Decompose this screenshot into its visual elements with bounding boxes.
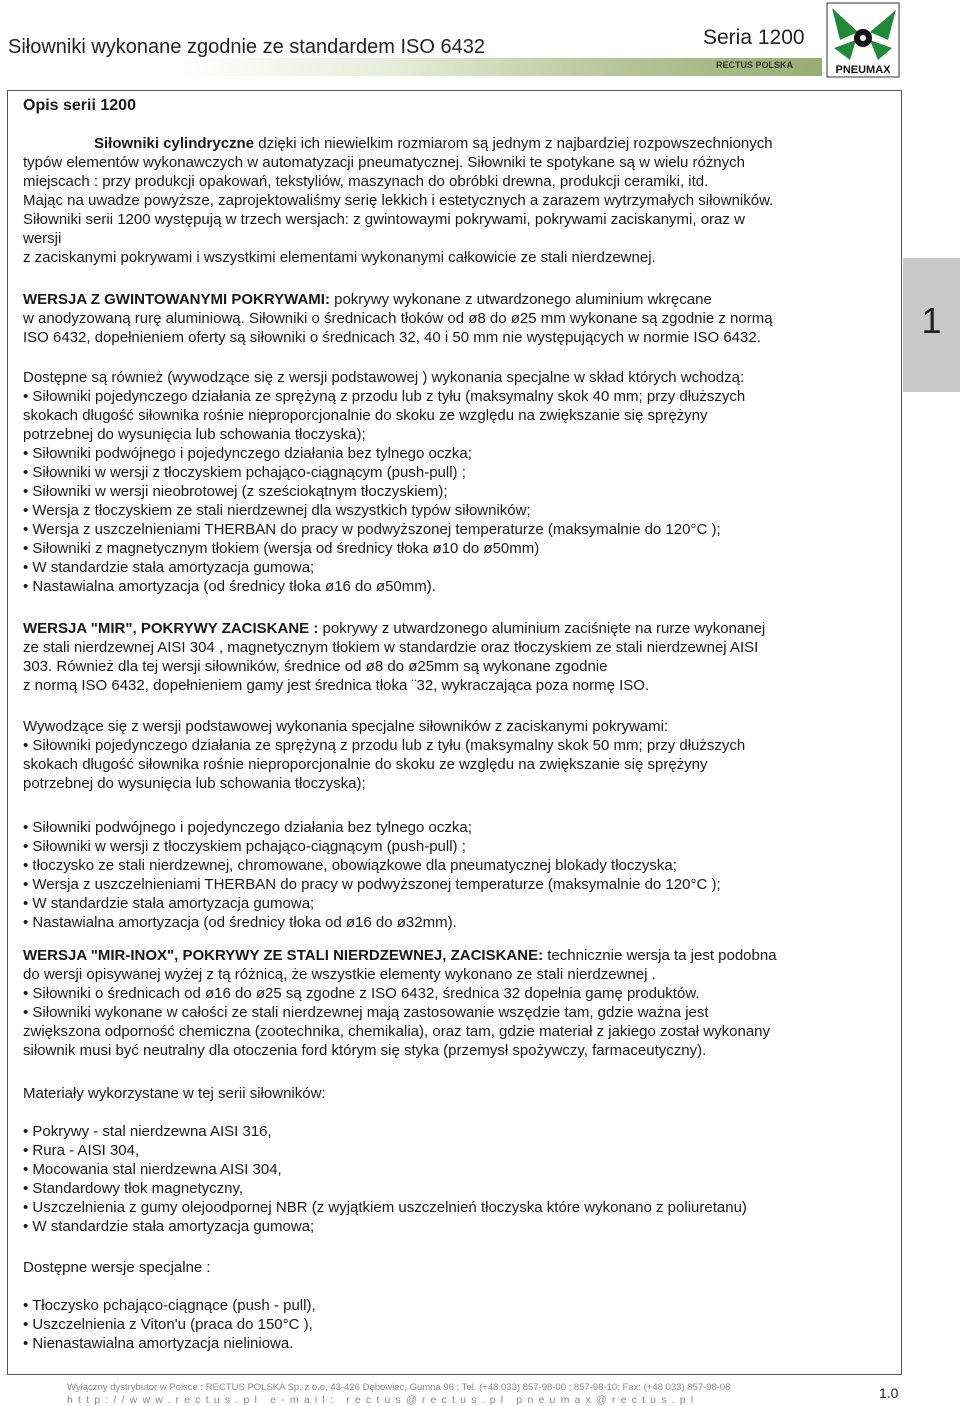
chapter-tab-number: 1 xyxy=(921,300,942,341)
distributor-label: RECTUS POLSKA xyxy=(716,60,794,70)
body-line-text: w anodyzowaną rurę aluminiową. Siłowniki o średnicach tłoków od ø8 do ø25 mm wykonane są zgodnie z normą xyxy=(23,310,773,327)
logo-wordmark: PNEUMAX xyxy=(835,64,891,76)
body-line-text: • Siłowniki pojedynczego działania ze sprężyną z przodu lub z tyłu (maksymalny skok 50 mm; przy dłuższych xyxy=(23,737,746,754)
body-line-text: potrzebnej do wysunięcia lub schowania tłoczyska); xyxy=(23,426,366,443)
body-line xyxy=(23,520,721,539)
body-line-text: miejscach : przy produkcji opakowań, tekstyliów, maszynach do obróbki drewna, produkcji ceramiki, itd. xyxy=(23,173,709,190)
body-line xyxy=(23,191,773,210)
body-line xyxy=(23,1258,211,1277)
body-line xyxy=(94,134,773,153)
body-line xyxy=(23,501,531,520)
body-line-text: • Nastawialna amortyzacja (od średnicy tłoka od ø16 do ø32mm). xyxy=(23,914,457,931)
body-line-text: wersji xyxy=(23,230,62,247)
body-line-text: dzięki ich niewielkim rozmiarom są jednym z najbardziej rozpowszechnionych xyxy=(254,135,773,152)
body-line-text: • Uszczelnienia z gumy olejoodpornej NBR (z wyjątkiem uszczelnień tłoczyska które wykonano z poliuretanu) xyxy=(23,1199,747,1216)
body-line xyxy=(23,676,649,695)
body-line xyxy=(23,577,436,596)
body-line-text: • Siłowniki wykonane w całości ze stali nierdzewnej mają zastosowanie wszędzie tam, gdzie ważna jest xyxy=(23,1004,709,1021)
body-line xyxy=(23,290,712,309)
body-line xyxy=(23,229,61,248)
body-line xyxy=(23,463,466,482)
document-header-title: Siłowniki wykonane zgodnie ze standardem ISO 6432 xyxy=(8,36,485,58)
body-line xyxy=(23,619,765,638)
body-line xyxy=(23,1217,314,1236)
series-label: Seria 1200 xyxy=(703,26,805,49)
body-line-text: • Siłowniki w wersji z tłoczyskiem pchająco-ciągnącym (push-pull) ; xyxy=(23,838,466,855)
body-line xyxy=(23,387,745,406)
body-line xyxy=(23,210,745,229)
body-line-text: • Tłoczysko pchająco-ciągnące (push - pull), xyxy=(23,1297,316,1314)
body-line-text: • Siłowniki pojedynczego działania ze sprężyną z przodu lub z tyłu (maksymalny skok 40 mm; przy dłuższych xyxy=(23,388,746,405)
body-line-text: • Mocowania stal nierdzewna AISI 304, xyxy=(23,1161,282,1178)
body-line xyxy=(23,539,539,558)
header-gradient-bar xyxy=(0,58,822,76)
body-line xyxy=(23,965,656,984)
body-line-text: • Siłowniki w wersji nieobrotowej (z sześciokątnym tłoczyskiem); xyxy=(23,483,448,500)
body-line xyxy=(23,875,721,894)
body-line xyxy=(23,153,745,172)
body-line xyxy=(23,755,708,774)
body-line-text: • Rura - AISI 304, xyxy=(23,1142,140,1159)
body-line xyxy=(23,406,708,425)
body-line-text: 303. Również dla tej wersji siłowników, średnice od ø8 do ø25mm są wykonane zgodnie xyxy=(23,658,608,675)
body-line-text: • Nienastawialna amortyzacja nieliniowa. xyxy=(23,1335,294,1352)
body-line-text: • Siłowniki w wersji z tłoczyskiem pchająco-ciągnącym (push-pull) ; xyxy=(23,464,466,481)
body-line-text: • Standardowy tłok magnetyczny, xyxy=(23,1180,244,1197)
body-line-text: siłownik musi być neutralny dla otoczenia ford którym się styka (przemysł spożywczy, farmaceutyczny). xyxy=(23,1042,707,1059)
body-line xyxy=(23,558,314,577)
body-line xyxy=(23,894,314,913)
body-line xyxy=(23,1084,326,1103)
body-line-text: pokrywy z utwardzonego aluminium zaciśnięte na rurze wykonanej xyxy=(318,620,766,637)
body-line xyxy=(23,657,607,676)
body-line-text: Wywodzące się z wersji podstawowej wykonania specjalne siłowników z zaciskanymi pokrywami: xyxy=(23,718,669,735)
body-line xyxy=(23,984,700,1003)
body-line xyxy=(23,309,773,328)
body-line xyxy=(23,1160,282,1179)
body-line-text: • Wersja z tłoczyskiem ze stali nierdzewnej dla wszystkich typów siłowników; xyxy=(23,502,531,519)
body-line-text: Dostępne są również (wywodzące się z wersji podstawowej ) wykonania specjalne w skład których wchodzą: xyxy=(23,369,745,386)
body-line xyxy=(23,1141,139,1160)
page-number: 1.0 xyxy=(879,1385,899,1401)
body-line xyxy=(23,638,758,657)
body-line-text: • W standardzie stała amortyzacja gumowa; xyxy=(23,559,315,576)
body-line-text: • W standardzie stała amortyzacja gumowa; xyxy=(23,895,315,912)
body-line xyxy=(23,818,472,837)
footer-distributor-info: Wyłączny dystrybutor w Polsce : RECTUS POLSKA Sp. z o.o. 43-426 Dębowiec, Gumna 96 ; Tel. (+48 033) 857-98-00 ; 857-98-10; Fax: (+48 033) 857-98-08 xyxy=(67,1382,731,1393)
body-line-text: • Nastawialna amortyzacja (od średnicy tłoka ø16 do ø50mm). xyxy=(23,578,436,595)
footer-contact-links: http://www.rectus.pl e-mail: rectus@rectus.pl pneumax@rectus.pl xyxy=(67,1394,699,1406)
body-line xyxy=(23,444,472,463)
body-line xyxy=(23,856,677,875)
body-line-bold: WERSJA "MIR-INOX", POKRYWY ZE STALI NIERDZEWNEJ, ZACISKANE: xyxy=(23,947,544,964)
body-line xyxy=(23,736,745,755)
body-line xyxy=(23,1179,243,1198)
body-line xyxy=(23,946,777,965)
body-line xyxy=(23,1022,770,1041)
body-line xyxy=(23,1334,293,1353)
body-line-text: • Siłowniki z magnetycznym tłokiem (wersja od średnicy tłoka ø10 do ø50mm) xyxy=(23,540,540,557)
body-line xyxy=(23,837,466,856)
body-line-text: • Wersja z uszczelnieniami THERBAN do pracy w podwyższonej temperaturze (maksymalnie do 120°C ); xyxy=(23,876,721,893)
body-line-bold: WERSJA Z GWINTOWANYMI POKRYWAMI: xyxy=(23,291,330,308)
body-line-text: z normą ISO 6432, dopełnieniem gamy jest średnica tłoka ¨32, wykraczająca poza normę ISO. xyxy=(23,677,650,694)
body-line-text: • Siłowniki o średnicach od ø16 do ø25 są zgodne z ISO 6432, średnica 32 dopełnia gamę produktów. xyxy=(23,985,700,1002)
body-line-text: • W standardzie stała amortyzacja gumowa; xyxy=(23,1218,315,1235)
body-line xyxy=(23,425,366,444)
body-line xyxy=(23,1315,313,1334)
body-line-text: skokach długość siłownika rośnie nieproporcjonalnie do skoku ze względu na zwiększanie się sprężyny xyxy=(23,407,708,424)
body-line-text: skokach długość siłownika rośnie nieproporcjonalnie do skoku ze względu na zwiększanie się sprężyny xyxy=(23,756,708,773)
body-line xyxy=(23,1003,709,1022)
body-line-bold: Siłowniki cylindryczne xyxy=(94,135,255,152)
body-line-text: Mając na uwadze powyższe, zaprojektowaliśmy serię lekkich i estetycznych a zarazem wytrzymałych siłowników. xyxy=(23,192,774,209)
body-line xyxy=(23,1122,272,1141)
body-line-text: Siłowniki serii 1200 występują w trzech wersjach: z gwintowaymi pokrywami, pokrywami zaciskanymi, oraz w xyxy=(23,211,745,228)
body-line-text: • tłoczysko ze stali nierdzewnej, chromowane, obowiązkowe dla pneumatycznej blokady tłoczyska; xyxy=(23,857,677,874)
body-line-text: z zaciskanymi pokrywami i wszystkimi elementami wykonanymi całkowicie ze stali nierdzewnej. xyxy=(23,249,656,266)
body-line-text: typów elementów wykonawczych w automatyzacji pneumatycznej. Siłowniki te spotykane są w wielu różnych xyxy=(23,154,745,171)
body-line-text: zwiększona odporność chemiczna (zootechnika, chemikalia), oraz tam, gdzie materiał z jakiego został wykonany xyxy=(23,1023,771,1040)
body-line-text: Materiały wykorzystane w tej serii siłowników: xyxy=(23,1085,326,1102)
body-line-text: pokrywy wykonane z utwardzonego aluminium wkręcane xyxy=(329,291,712,308)
body-line xyxy=(23,248,656,267)
body-line xyxy=(23,328,761,347)
body-line-text: • Siłowniki podwójnego i pojedynczego działania bez tylnego oczka; xyxy=(23,445,472,462)
body-line-text: • Siłowniki podwójnego i pojedynczego działania bez tylnego oczka; xyxy=(23,819,472,836)
body-line xyxy=(23,172,708,191)
body-line xyxy=(23,913,457,932)
section-heading: Opis serii 1200 xyxy=(23,97,136,114)
body-line-text: • Pokrywy - stal nierdzewna AISI 316, xyxy=(23,1123,272,1140)
body-line-bold: WERSJA "MIR", POKRYWY ZACISKANE : xyxy=(23,620,319,637)
body-line xyxy=(23,1041,706,1060)
body-line-text: ze stali nierdzewnej AISI 304 , magnetycznym tłokiem w standardzie oraz tłoczyskiem ze stali nierdzewnej AISI xyxy=(23,639,759,656)
body-line-text: technicznie wersja ta jest podobna xyxy=(543,947,777,964)
body-line xyxy=(23,482,448,501)
body-line-text: potrzebnej do wysunięcia lub schowania tłoczyska); xyxy=(23,775,366,792)
body-line-text: do wersji opisywanej wyżej z tą różnicą, że wszystkie elementy wykonano ze stali nierdzewnej . xyxy=(23,966,656,983)
body-line xyxy=(23,1296,316,1315)
pneumax-logo xyxy=(826,2,900,78)
body-line-text: • Wersja z uszczelnieniami THERBAN do pracy w podwyższonej temperaturze (maksymalnie do 120°C ); xyxy=(23,521,721,538)
body-line-text: Dostępne wersje specjalne : xyxy=(23,1259,211,1276)
body-line xyxy=(23,368,744,387)
body-line xyxy=(23,717,668,736)
body-line-text: • Uszczelnienia z Viton'u (praca do 150°C ), xyxy=(23,1316,313,1333)
body-line-text: ISO 6432, dopełnieniem oferty są siłowniki o średnicach 32, 40 i 50 mm nie występujących w normie ISO 6432. xyxy=(23,329,761,346)
body-line xyxy=(23,774,366,793)
body-line xyxy=(23,1198,747,1217)
